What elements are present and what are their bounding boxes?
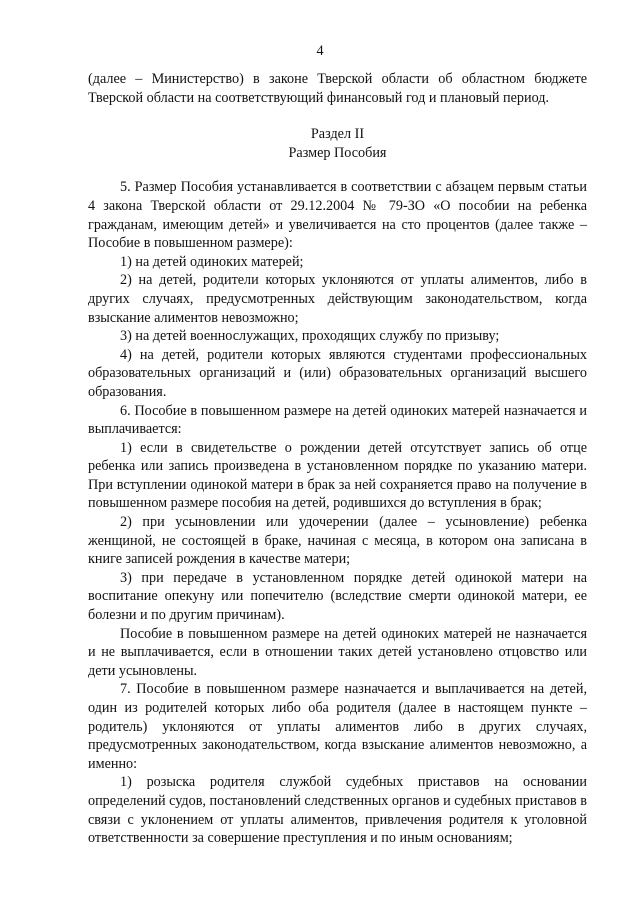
paragraph-6-item-3: 3) при передаче в установленном порядке детей одинокой матери на воспитание опекуну или попечителю (вследствие смерти одинокой матери, ее болезни и по другим причинам). — [88, 569, 587, 624]
document-body — [88, 70, 587, 848]
paragraph-6: 6. Пособие в повышенном размере на детей одиноких матерей назначается и выплачивается: — [88, 402, 587, 438]
paragraph-5-item-3: 3) на детей военнослужащих, проходящих службу по призыву; — [120, 328, 500, 345]
paragraph-7-item-1: 1) розыска родителя службой судебных приставов на основании определений судов, постановлений следственных органов и судебных приставов в связи с уклонением от уплаты алиментов, привлечения родителя к уголовной ответственности за совершение преступления и по иным основаниям; — [88, 774, 587, 847]
paragraph-7: 7. Пособие в повышенном размере назначается и выплачивается на детей, один из родителей которых либо оба родителя (далее в настоящем пункте – родитель) уклоняются от уплаты алиментов либо в других случаях, предусмотренных законодательством, когда взыскание алиментов невозможно, а именно: — [88, 681, 587, 772]
intro-paragraph: (далее – Министерство) в законе Тверской области об областном бюджете Тверской области на соответствующий финансовый год и плановый период. — [88, 71, 587, 106]
section-title: Размер Пособия — [288, 144, 387, 161]
paragraph-5-item-1: 1) на детей одиноких матерей; — [120, 253, 304, 270]
paragraph-6-item-2: 2) при усыновлении или удочерении (далее – усыновление) ребенка женщиной, не состоящей в браке, начиная с месяца, в котором она записана в книге записей рождения в качестве матери; — [88, 514, 587, 568]
paragraph-5: 5. Размер Пособия устанавливается в соответствии с абзацем первым статьи 4 закона Тверской области от 29.12.2004 № 79-ЗО «О пособии на ребенка гражданам, имеющим детей» и увеличивается на сто процентов (далее также – Пособие в повышенном размере): — [88, 179, 587, 252]
page-number: 4 — [316, 43, 324, 59]
section-header — [88, 125, 587, 162]
paragraph-6-note: Пособие в повышенном размере на детей одиноких матерей не назначается и не выплачивается, если в отношении таких детей установлено отцовство или дети усыновлены. — [88, 625, 587, 679]
paragraph-5-item-4: 4) на детей, родители которых являются студентами профессиональных образовательных организаций и (или) образовательных организаций высшего образования. — [88, 346, 587, 400]
paragraph-5-item-2: 2) на детей, родители которых уклоняются от уплаты алиментов, либо в других случаях, предусмотренных действующим законодательством, когда взыскание алиментов невозможно; — [88, 272, 587, 326]
paragraph-6-item-1: 1) если в свидетельстве о рождении детей отсутствует запись об отце ребенка или запись произведена в установленном порядке по указанию матери. При вступлении одинокой матери в брак за ней сохраняется право на получение в повышенном размере пособия на детей, родившихся до вступления в брак; — [88, 439, 587, 512]
section-heading: Раздел II — [310, 126, 365, 143]
